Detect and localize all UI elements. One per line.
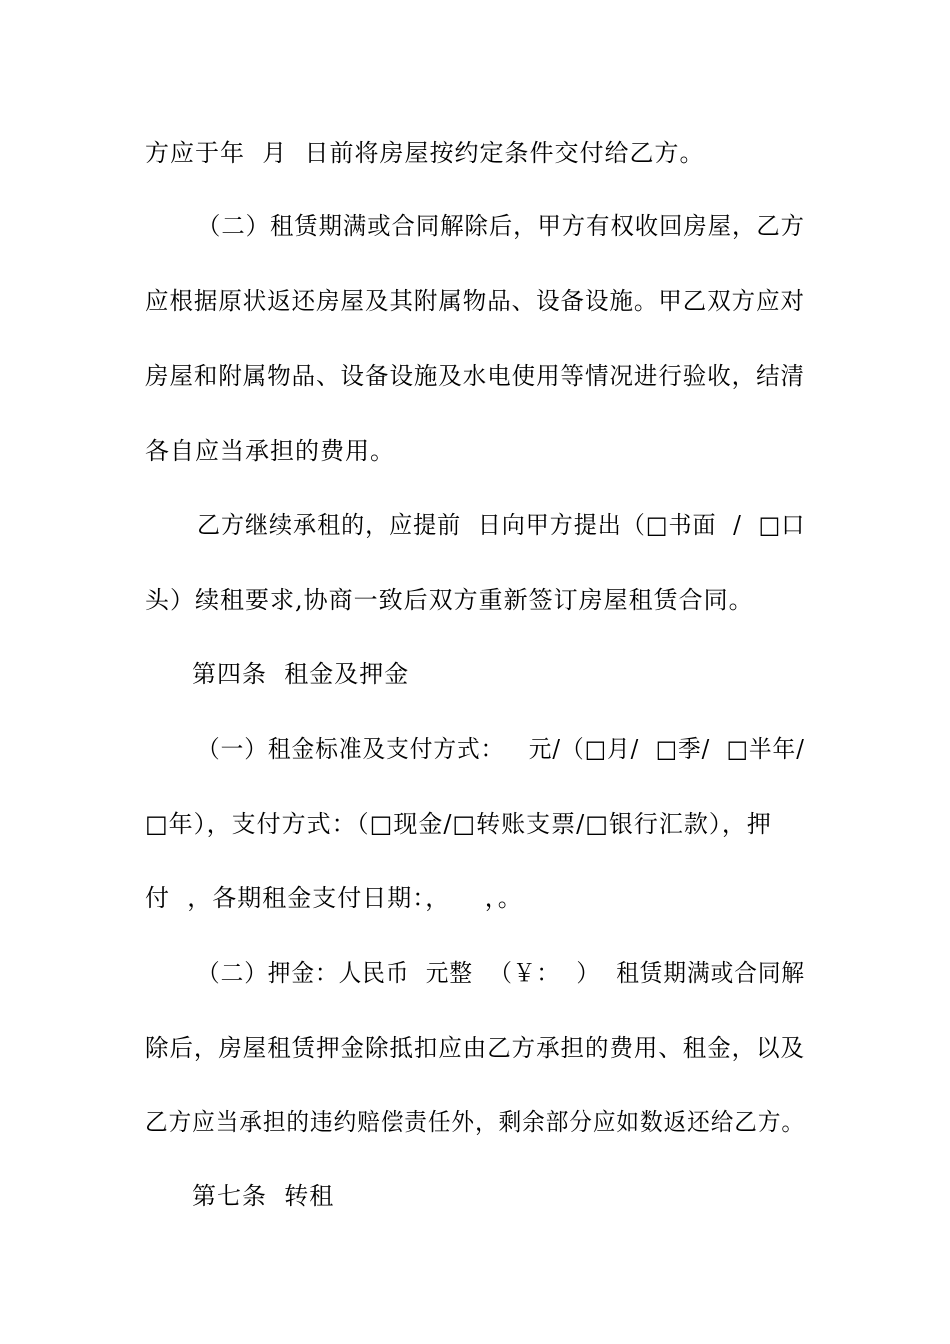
text-line: 付 ，各期租金支付日期：， ，。 <box>145 884 523 912</box>
text-line: 除后，房屋租赁押金除抵扣应由乙方承担的费用、租金，以及 <box>145 1034 805 1062</box>
section-heading: 第七条 转租 <box>192 1182 335 1210</box>
text-line: （二）押金：人民币 元整 （￥： ） 租赁期满或合同解 <box>197 959 806 987</box>
section-heading: 第四条 租金及押金 <box>192 660 410 688</box>
text-line: 头）续租要求,协商一致后双方重新签订房屋租赁合同。 <box>145 586 754 614</box>
text-line: 各自应当承担的费用。 <box>145 437 395 465</box>
text-line: 方应于年 月 日前将房屋按约定条件交付给乙方。 <box>145 139 705 167</box>
text-line: 乙方应当承担的违约赔偿责任外，剩余部分应如数返还给乙方。 <box>145 1108 805 1136</box>
text-line: （二）租赁期满或合同解除后，甲方有权收回房屋，乙方 <box>197 212 805 240</box>
text-line: □年），支付方式：（□现金/□转账支票/□银行汇款），押 <box>145 810 772 838</box>
text-line: 乙方继续承租的，应提前 日向甲方提出（□书面 / □口 <box>197 511 806 539</box>
text-line: 房屋和附属物品、设备设施及水电使用等情况进行验收，结清 <box>145 362 805 390</box>
text-line: （一）租金标准及支付方式： 元/（□月/ □季/ □半年/ <box>197 735 805 763</box>
text-line: 应根据原状返还房屋及其附属物品、设备设施。甲乙双方应对 <box>145 287 805 315</box>
